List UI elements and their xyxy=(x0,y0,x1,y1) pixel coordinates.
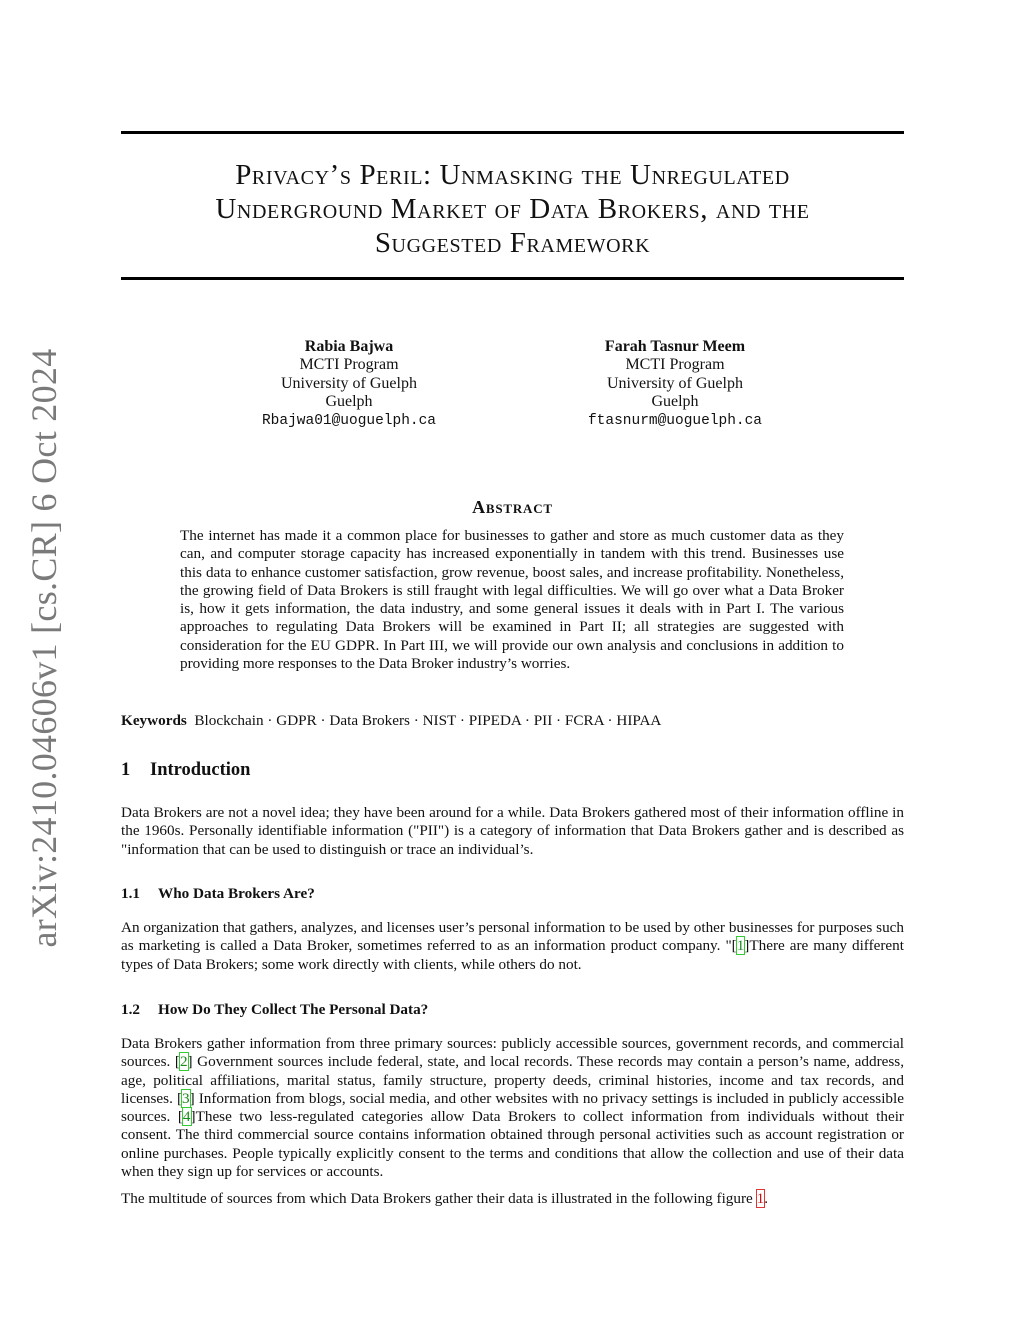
citation-link[interactable]: 2 xyxy=(179,1053,188,1071)
author-email[interactable]: ftasnurm@uoguelph.ca xyxy=(587,412,763,429)
keywords-list: Blockchain · GDPR · Data Brokers · NIST · PIPEDA · PII · FCRA · HIPAA xyxy=(194,712,662,729)
figure-ref-end: . xyxy=(764,1190,768,1207)
author-city: Guelph xyxy=(325,393,373,411)
keywords-label: Keywords xyxy=(121,712,187,729)
collect-text-b: ] Government sources include federal, state, and local records. These records may contain a person’s name, address, age, political affiliations, marital status, family structure, property deeds, criminal histories, income and tax records, and licenses. [ xyxy=(121,1053,904,1107)
collect-paragraph xyxy=(121,1035,904,1181)
title-line-3: Suggested Framework xyxy=(374,227,651,259)
author-email[interactable]: Rbajwa01@uoguelph.ca xyxy=(261,412,437,429)
introduction-paragraph: Data Brokers are not a novel idea; they have been around for a while. Data Brokers gathered most of their information offline in the 1960s. Personally identifiable information ("PII") is a category of information that Data Brokers gather and is described as "information that can be used to distinguish or trace an individual’s. xyxy=(121,804,904,858)
paper-title xyxy=(121,158,904,260)
section-number: 1 xyxy=(121,760,131,780)
author-block-2 xyxy=(525,338,825,430)
title-line-2: Underground Market of Data Brokers, and the xyxy=(215,193,810,225)
figure-link[interactable]: 1 xyxy=(756,1190,765,1207)
author-name: Farah Tasnur Meem xyxy=(604,338,746,355)
figure-reference-paragraph xyxy=(121,1190,904,1208)
citation-link[interactable]: 4 xyxy=(182,1108,191,1126)
figure-ref-text: The multitude of sources from which Data Brokers gather their data is illustrated in the following figure xyxy=(121,1190,757,1207)
subsection-title: How Do They Collect The Personal Data? xyxy=(158,1001,429,1018)
author-program: MCTI Program xyxy=(625,356,725,374)
citation-link[interactable]: 1 xyxy=(736,937,745,955)
who-text-a: An organization that gathers, analyzes, and licenses user’s personal information to be used by other businesses for purposes such as marketing is called a Data Broker, sometimes referred to as an information product company. "[ xyxy=(121,919,904,955)
author-block-1 xyxy=(199,338,499,430)
collect-text-c: ] Information from blogs, social media, and other websites with no privacy settings is included in publicly accessible sources. [ xyxy=(121,1089,904,1126)
subsection-heading-collect xyxy=(121,1001,428,1019)
keywords-line xyxy=(121,712,661,730)
author-program: MCTI Program xyxy=(299,356,399,374)
arxiv-identifier: arXiv:2410.04606v1 [cs.CR] 6 Oct 2024 xyxy=(24,348,64,948)
abstract-text: The internet has made it a common place for businesses to gather and store as much customer data as they can, and computer storage capacity has increased exponentially in tandem with this trend. Businesses use this data to enhance customer satisfaction, grow revenue, boost sales, and increase profitability. Nonetheless, the growing field of Data Brokers is still fraught with legal difficulties. We will go over what a Data Broker is, how it gets information, the data industry, and some general issues it deals with in Part I. The various approaches to regulating Data Brokers will be examined in Part II; all strategies are suggested with consideration for the EU GDPR. In Part III, we will provide our own analysis and conclusions in addition to providing more responses to the Data Broker industry’s worries. xyxy=(180,527,844,673)
collect-text-d: ]These two less-regulated categories allow Data Brokers to collect information from individuals without their consent. The third commercial source contains information obtained through personal activities such as account registration or online purchases. People typically explicitly consent to the terms and conditions that allow the collection and use of their data when they sign up for services or accounts. xyxy=(121,1108,904,1181)
author-university: University of Guelph xyxy=(607,374,743,392)
section-heading-introduction xyxy=(121,760,250,781)
author-name: Rabia Bajwa xyxy=(304,338,394,355)
title-top-rule xyxy=(121,131,904,134)
subsection-number: 1.2 xyxy=(121,1001,140,1018)
section-title: Introduction xyxy=(150,760,251,780)
subsection-heading-who xyxy=(121,885,315,903)
who-paragraph xyxy=(121,919,904,974)
title-bottom-rule xyxy=(121,277,904,280)
abstract-heading: Abstract xyxy=(472,497,553,517)
subsection-title: Who Data Brokers Are? xyxy=(158,885,315,902)
author-city: Guelph xyxy=(651,393,699,411)
subsection-number: 1.1 xyxy=(121,885,140,902)
citation-link[interactable]: 3 xyxy=(182,1089,190,1107)
author-university: University of Guelph xyxy=(281,374,417,392)
collect-text-a: Data Brokers gather information from three primary sources: publicly accessible sources, government records, and commercial sources. [ xyxy=(121,1035,904,1071)
title-line-1: Privacy’s Peril: Unmasking the Unregulated xyxy=(235,159,790,191)
who-text-b: ]There are many different types of Data Brokers; some work directly with clients, while others do not. xyxy=(121,937,904,973)
